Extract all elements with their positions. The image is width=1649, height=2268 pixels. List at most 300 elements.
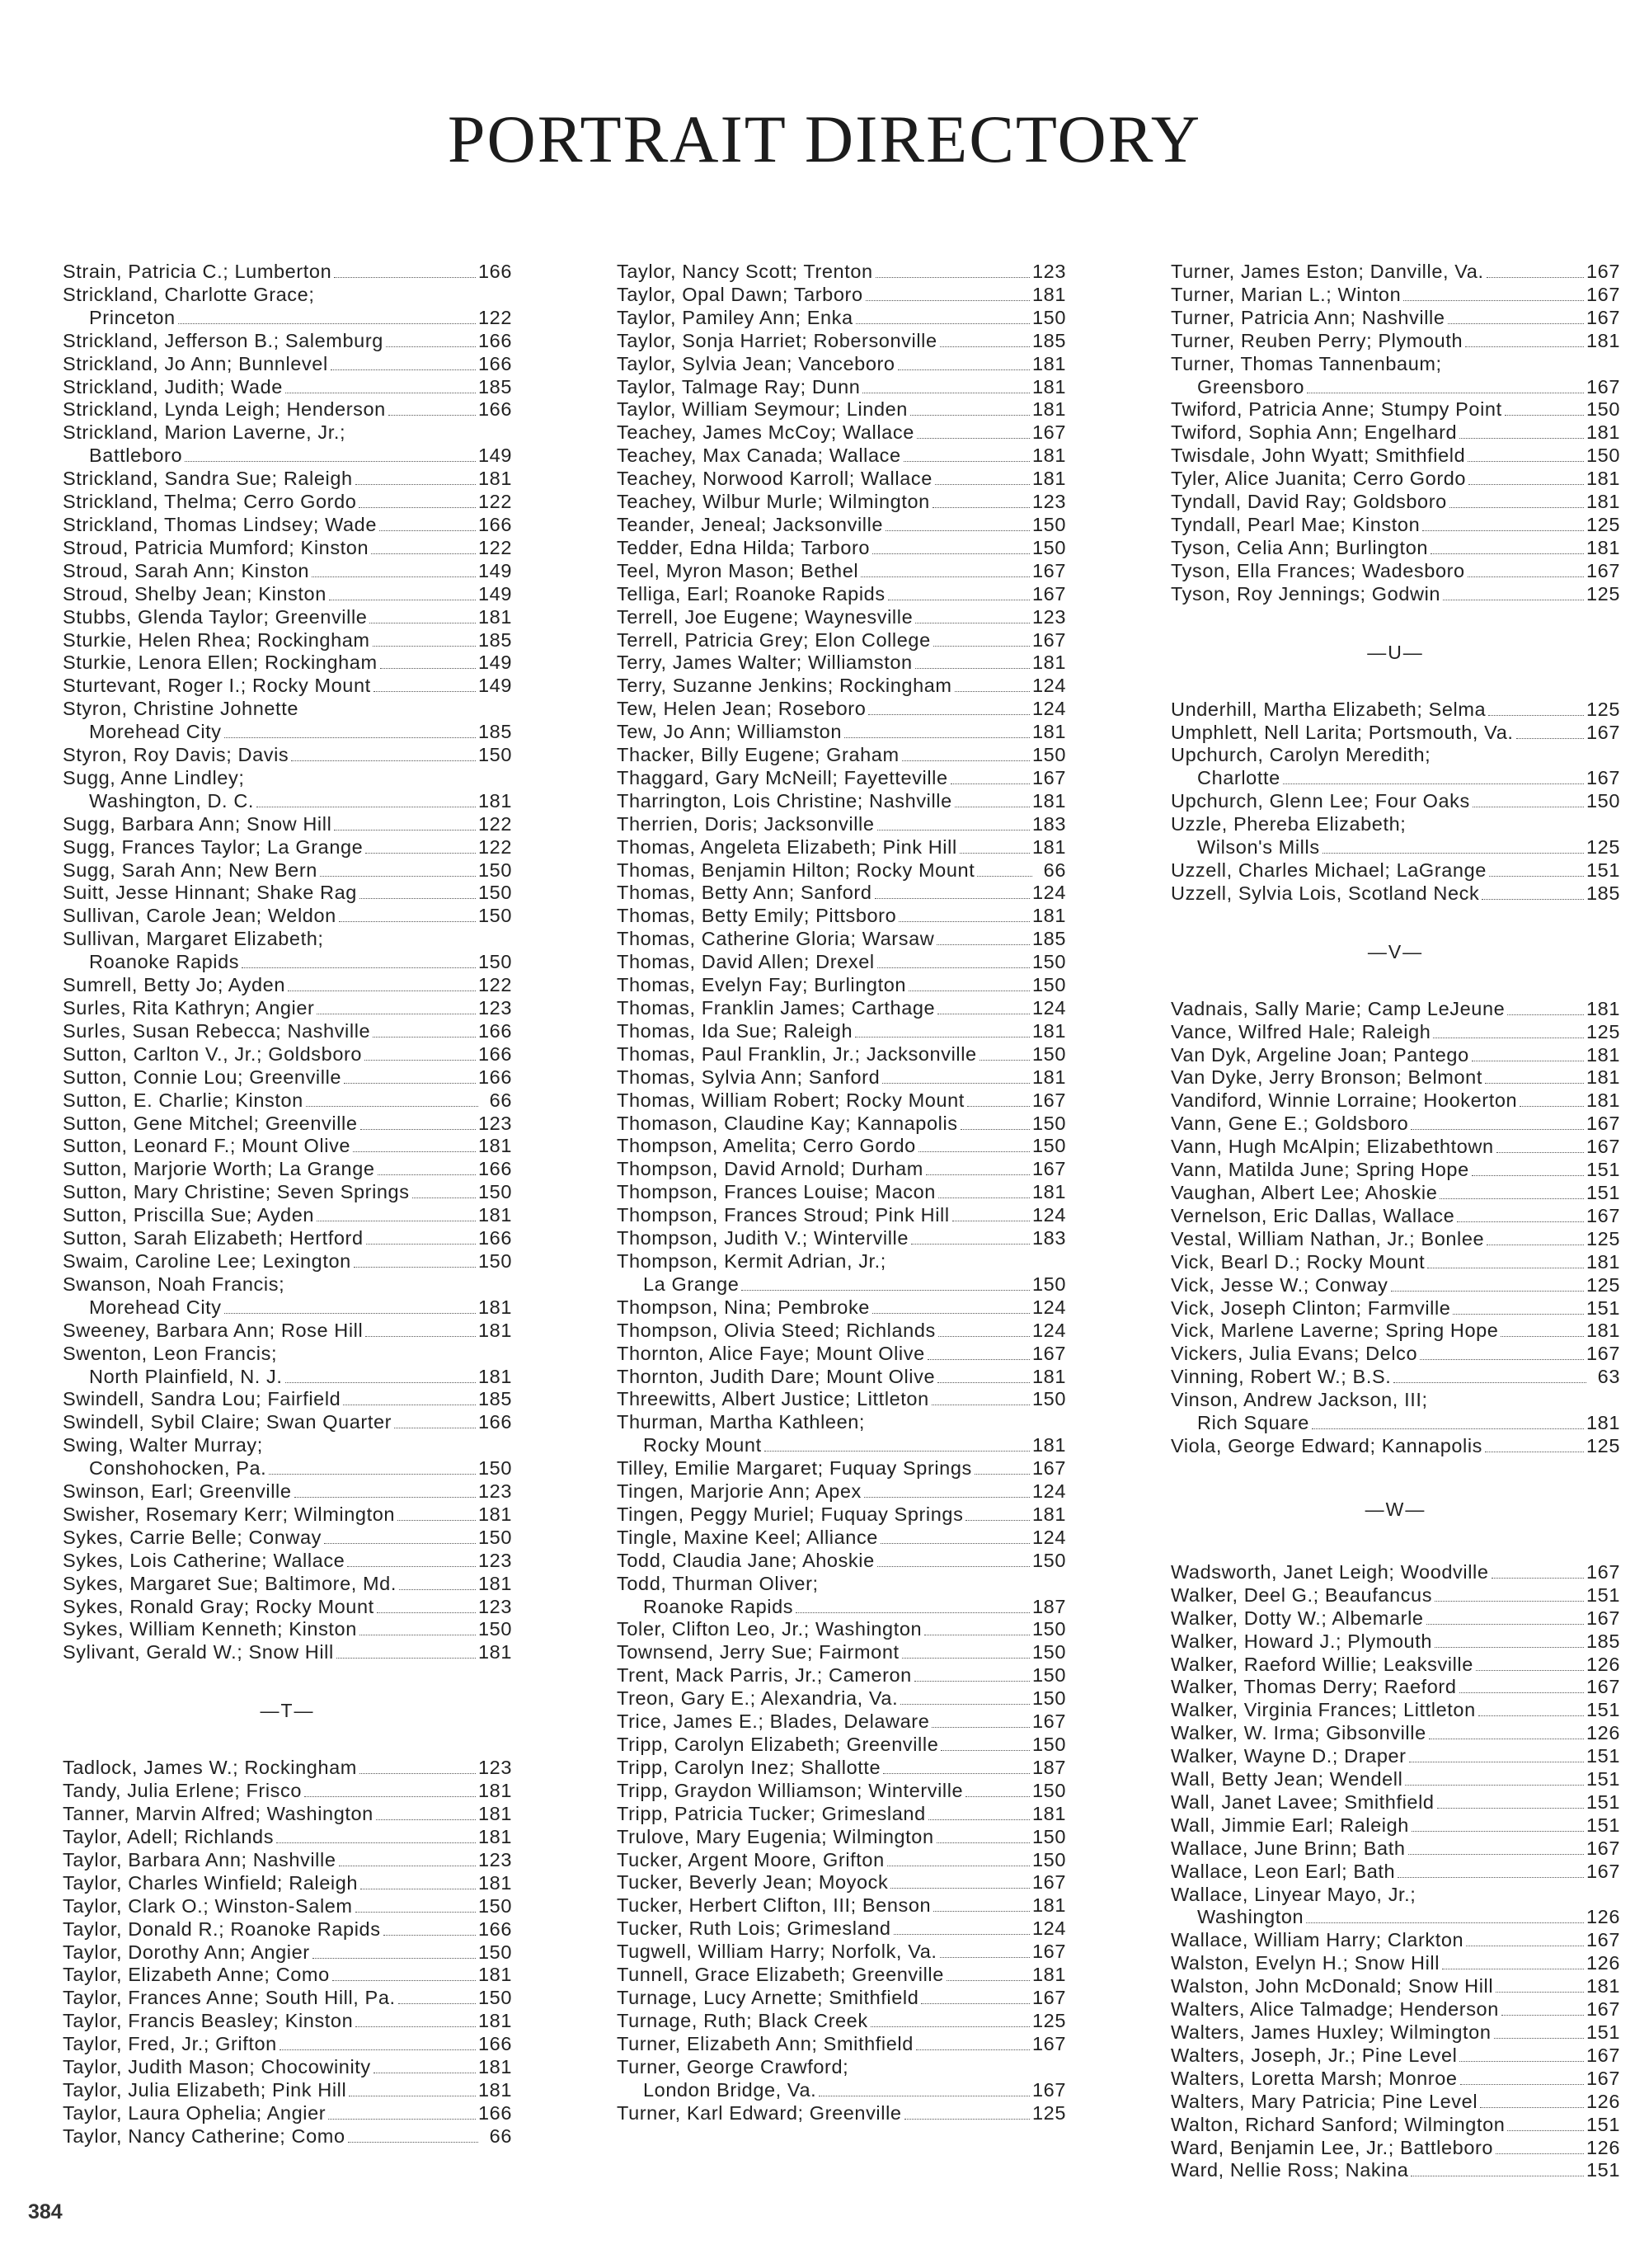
directory-entry (1171, 1722, 1620, 1745)
entry-page-number: 181 (1586, 491, 1620, 513)
entry-name: Tunnell, Grace Elizabeth; Greenville (617, 1964, 944, 1986)
directory-entry (1171, 722, 1620, 745)
entry-page-number: 167 (1586, 375, 1620, 398)
entry-name-continued: London Bridge, Va. (643, 2078, 817, 2101)
entry-name: Van Dyk, Argeline Joan; Pantego (1171, 1043, 1469, 1066)
entry-name: Walton, Richard Sanford; Wilmington (1171, 2113, 1506, 2135)
directory-entry (63, 859, 512, 882)
entry-name-continued: Conshohocken, Pa. (89, 1457, 267, 1480)
dot-leader (1393, 1382, 1586, 1383)
entry-page-number: 150 (1031, 1687, 1066, 1710)
entry-page-number: 151 (1586, 1745, 1620, 1767)
entry-page-number: 185 (477, 1388, 512, 1410)
entry-name: Wall, Janet Lavee; Smithfield (1171, 1790, 1435, 1813)
entry-page-number: 181 (477, 605, 512, 628)
entry-name: Taylor, Nancy Catherine; Como (63, 2124, 345, 2147)
entry-page-number: 181 (477, 1296, 512, 1318)
entry-name: Toler, Clifton Leo, Jr.; Washington (617, 1618, 923, 1640)
entry-page-number: 150 (1031, 974, 1066, 996)
entry-page-number: 167 (1031, 2078, 1066, 2101)
dot-leader (877, 830, 1030, 831)
entry-name: Tadlock, James W.; Rockingham (63, 1757, 357, 1779)
dot-leader (1398, 1877, 1584, 1878)
dot-leader (965, 1796, 1030, 1797)
dot-leader (941, 1750, 1030, 1751)
entry-name: Swindell, Sandra Lou; Fairfield (63, 1388, 341, 1410)
dot-leader (376, 1819, 476, 1820)
directory-entry (617, 376, 1066, 399)
entry-name: Vernelson, Eric Dallas, Wallace (1171, 1204, 1455, 1226)
dot-leader (269, 1474, 476, 1475)
entry-name: Thomas, Paul Franklin, Jr.; Jacksonville (617, 1042, 977, 1065)
directory-entry (63, 1343, 512, 1389)
directory-entry (63, 2102, 512, 2125)
entry-page-number: 151 (1586, 1296, 1620, 1319)
dot-leader (224, 737, 476, 738)
entry-name: Swanson, Noah Francis; (63, 1273, 285, 1295)
directory-entry (617, 583, 1066, 606)
entry-page-number: 185 (1031, 928, 1066, 950)
entry-page-number: 123 (477, 1112, 512, 1134)
entry-page-number: 150 (1031, 1848, 1066, 1870)
entry-name: Thomas, Betty Emily; Pittsboro (617, 905, 897, 927)
entry-page-number: 123 (477, 1757, 512, 1779)
directory-entry (1171, 583, 1620, 606)
entry-page-number: 185 (1586, 1630, 1620, 1652)
entry-name: Taylor, Clark O.; Winston-Salem (63, 1894, 353, 1917)
entry-name: Sykes, Lois Catherine; Wallace (63, 1549, 345, 1571)
entry-page-number: 123 (1031, 491, 1066, 513)
entry-page-number: 123 (1031, 261, 1066, 282)
entry-page-number: 167 (1586, 1676, 1620, 1698)
directory-entry (617, 1664, 1066, 1687)
directory-entry (617, 2102, 1066, 2125)
entry-name: Vann, Matilda June; Spring Hope (1171, 1159, 1469, 1181)
dot-leader (365, 1336, 476, 1337)
directory-entry (617, 1757, 1066, 1780)
dot-leader (1459, 438, 1584, 439)
dot-leader (380, 668, 476, 669)
dot-leader (306, 1106, 478, 1107)
entry-page-number: 149 (477, 445, 512, 467)
directory-entry (63, 2056, 512, 2079)
directory-entry (63, 974, 512, 997)
directory-entry (617, 468, 1066, 491)
entry-page-number: 124 (1031, 675, 1066, 697)
entry-name: Twiford, Patricia Anne; Stumpy Point (1171, 398, 1502, 421)
entry-page-number: 181 (1031, 1181, 1066, 1203)
entry-page-number: 181 (477, 2010, 512, 2032)
entry-name: Uzzell, Sylvia Lois, Scotland Neck (1171, 882, 1480, 904)
entry-name: Taylor, Sylvia Jean; Vanceboro (617, 352, 895, 374)
page-title: PORTRAIT DIRECTORY (447, 101, 1202, 176)
directory-entry (617, 1066, 1066, 1089)
entry-name: Sutton, Mary Christine; Seven Springs (63, 1181, 410, 1203)
entry-name: Walters, Loretta Marsh; Monroe (1171, 2067, 1458, 2089)
entry-name: Thornton, Judith Dare; Mount Olive (617, 1365, 936, 1387)
entry-name: Taylor, Dorothy Ann; Angier (63, 1941, 310, 1963)
entry-page-number: 181 (1586, 1066, 1620, 1089)
entry-page-number: 124 (1031, 1526, 1066, 1548)
entry-page-number: 122 (477, 306, 512, 328)
entry-page-number: 181 (1586, 1043, 1620, 1066)
directory-entry (1171, 421, 1620, 445)
dot-leader (1405, 1785, 1584, 1786)
directory-entry (617, 1343, 1066, 1366)
directory-entry (617, 1618, 1066, 1641)
entry-page-number: 167 (1031, 1457, 1066, 1480)
entry-page-number: 150 (477, 1181, 512, 1203)
entry-page-number: 166 (477, 513, 512, 535)
dot-leader (178, 323, 476, 324)
entry-name: Walters, Mary Patricia; Pine Level (1171, 2090, 1478, 2112)
dot-leader (1435, 1601, 1584, 1602)
entry-name: Swenton, Leon Francis; (63, 1342, 278, 1364)
entry-page-number: 151 (1586, 2159, 1620, 2181)
directory-entry (1171, 1952, 1620, 1975)
entry-page-number: 181 (477, 1871, 512, 1894)
entry-name: Umphlett, Nell Larita; Portsmouth, Va. (1171, 721, 1514, 743)
entry-name: Wallace, Linyear Mayo, Jr.; (1171, 1883, 1416, 1905)
directory-entry (63, 905, 512, 928)
directory-entry (617, 698, 1066, 721)
directory-entry (63, 1135, 512, 1158)
entry-name: Strickland, Lynda Leigh; Henderson (63, 398, 386, 421)
entry-name: Thomas, Catherine Gloria; Warsaw (617, 928, 935, 950)
directory-entry (63, 398, 512, 421)
entry-name: Uzzell, Charles Michael; LaGrange (1171, 859, 1487, 881)
dot-leader (224, 1313, 476, 1314)
dot-leader (1312, 1428, 1584, 1429)
entry-page-number: 167 (1031, 1089, 1066, 1111)
directory-entry (617, 928, 1066, 951)
entry-page-number: 126 (1586, 1722, 1620, 1744)
dot-leader (882, 1083, 1030, 1084)
directory-entry (1171, 2137, 1620, 2160)
directory-entry (617, 1204, 1066, 1227)
dot-leader (1420, 1359, 1584, 1360)
directory-entry (1171, 2044, 1620, 2068)
directory-entry (63, 1411, 512, 1434)
dot-leader (861, 576, 1030, 577)
entry-page-number: 167 (1031, 421, 1066, 444)
directory-entry (1171, 1044, 1620, 1067)
entry-name: Walker, Dotty W.; Albemarle (1171, 1607, 1424, 1629)
dot-leader (900, 1704, 1030, 1705)
dot-leader (373, 1037, 476, 1038)
dot-leader (1516, 738, 1584, 739)
directory-entry (63, 421, 512, 468)
entry-name: Sweeney, Barbara Ann; Rose Hill (63, 1319, 364, 1341)
entry-name: Sykes, Ronald Gray; Rocky Mount (63, 1595, 374, 1617)
directory-entry (63, 1849, 512, 1872)
directory-entry (1171, 1607, 1620, 1630)
directory-entry (1171, 353, 1620, 399)
directory-entry (63, 468, 512, 491)
entry-name: Swaim, Caroline Lee; Lexington (63, 1249, 351, 1272)
entry-page-number: 150 (1031, 513, 1066, 535)
directory-entry (617, 1941, 1066, 1964)
entry-name: Tripp, Carolyn Elizabeth; Greenville (617, 1734, 939, 1755)
directory-entry (617, 652, 1066, 675)
dot-leader (359, 507, 476, 508)
directory-entry (63, 1227, 512, 1250)
dot-leader (883, 1773, 1030, 1774)
entry-name: Sutton, Carlton V., Jr.; Goldsboro (63, 1042, 363, 1065)
dot-leader (1412, 1831, 1584, 1832)
directory-entry (63, 1757, 512, 1780)
entry-page-number: 126 (1586, 1906, 1620, 1928)
entry-page-number: 166 (477, 1019, 512, 1042)
directory-entry (617, 537, 1066, 560)
entry-name-continued: North Plainfield, N. J. (89, 1365, 283, 1387)
dot-leader (1476, 1670, 1584, 1671)
entry-page-number: 166 (477, 1158, 512, 1180)
entry-page-number: 123 (477, 1595, 512, 1617)
dot-leader (334, 830, 476, 831)
directory-entry (617, 1366, 1066, 1389)
entry-name: Strickland, Judith; Wade (63, 375, 283, 398)
directory-entry (617, 1503, 1066, 1527)
dot-leader (1478, 1715, 1584, 1716)
entry-name: Tyndall, Pearl Mae; Kinston (1171, 513, 1421, 535)
directory-entry (1171, 1676, 1620, 1699)
dot-leader (359, 898, 476, 899)
entry-name: Threewitts, Albert Justice; Littleton (617, 1388, 929, 1410)
directory-entry (1171, 813, 1620, 859)
entry-page-number: 185 (477, 628, 512, 651)
entry-name: Ward, Nellie Ross; Nakina (1171, 2159, 1409, 2181)
dot-leader (904, 2119, 1030, 2120)
directory-entry (1171, 1837, 1620, 1861)
entry-name: Taylor, Opal Dawn; Tarboro (617, 283, 863, 305)
entry-page-number: 181 (1031, 1365, 1066, 1387)
entry-page-number: 151 (1586, 1790, 1620, 1813)
dot-leader (304, 1796, 476, 1797)
directory-entry (63, 1089, 512, 1113)
entry-page-number: 181 (1586, 468, 1620, 490)
dot-leader (1435, 1647, 1584, 1648)
entry-name-continued: Princeton (89, 306, 176, 328)
entry-name: Sumrell, Betty Jo; Ayden (63, 974, 285, 996)
directory-entry (63, 353, 512, 376)
entry-page-number: 185 (1586, 882, 1620, 904)
directory-entry (63, 1987, 512, 2010)
directory-entry (617, 1550, 1066, 1573)
entry-name: Wadsworth, Janet Leigh; Woodville (1171, 1560, 1489, 1583)
dot-leader (1448, 323, 1584, 324)
entry-page-number: 125 (1586, 1227, 1620, 1249)
entry-page-number: 123 (477, 1848, 512, 1870)
entry-name: Terry, James Walter; Williamston (617, 652, 913, 674)
entry-name: Stroud, Patricia Mumford; Kinston (63, 536, 369, 558)
directory-entry (1171, 1654, 1620, 1677)
entry-name: Tew, Helen Jean; Roseboro (617, 698, 867, 720)
entry-page-number: 150 (1586, 398, 1620, 421)
entry-name: Turner, Reuben Perry; Plymouth (1171, 329, 1463, 351)
dot-leader (388, 415, 476, 416)
entry-name: Underhill, Martha Elizabeth; Selma (1171, 698, 1487, 720)
entry-name: Sugg, Barbara Ann; Snow Hill (63, 812, 332, 835)
directory-entry (63, 1043, 512, 1066)
dot-leader (1431, 553, 1584, 554)
dot-leader (898, 369, 1030, 370)
directory-entry (1171, 1884, 1620, 1930)
entry-name: Sugg, Sarah Ann; New Bern (63, 859, 317, 881)
directory-entry (617, 974, 1066, 997)
dot-leader (764, 1451, 1030, 1452)
directory-entry (1171, 2091, 1620, 2114)
directory-entry (617, 261, 1066, 284)
entry-name: Tyler, Alice Juanita; Cerro Gordo (1171, 468, 1467, 490)
entry-name: Sylivant, Gerald W.; Snow Hill (63, 1641, 334, 1663)
directory-entry (63, 1250, 512, 1273)
entry-page-number: 181 (1031, 835, 1066, 858)
dot-leader (1283, 783, 1584, 784)
directory-entry (1171, 1745, 1620, 1768)
entry-page-number: 150 (1031, 1549, 1066, 1571)
dot-leader (917, 438, 1030, 439)
entry-page-number: 149 (477, 559, 512, 581)
entry-page-number: 150 (477, 1987, 512, 2009)
entry-name: Tripp, Patricia Tucker; Grimesland (617, 1802, 926, 1824)
directory-entry (63, 1918, 512, 1941)
entry-page-number: 150 (477, 859, 512, 881)
entry-name: Vann, Hugh McAlpin; Elizabethtown (1171, 1136, 1494, 1158)
entry-name: Strickland, Jo Ann; Bunnlevel (63, 352, 328, 374)
entry-name: Wallace, Leon Earl; Bath (1171, 1860, 1396, 1882)
entry-name: Sturkie, Helen Rhea; Rockingham (63, 628, 370, 651)
entry-name: Vick, Bearl D.; Rocky Mount (1171, 1250, 1426, 1273)
entry-name: Terry, Suzanne Jenkins; Rockingham (617, 675, 952, 697)
dot-leader (371, 553, 476, 554)
directory-entry (63, 1895, 512, 1918)
entry-page-number: 122 (477, 835, 512, 858)
entry-page-number: 167 (1031, 559, 1066, 581)
entry-page-number: 126 (1586, 1653, 1620, 1675)
dot-leader (365, 853, 476, 854)
entry-name: Surles, Rita Kathryn; Angier (63, 997, 315, 1019)
entry-name: Tyson, Roy Jennings; Godwin (1171, 582, 1441, 605)
entry-name: Therrien, Doris; Jacksonville (617, 812, 875, 835)
dot-leader (872, 1313, 1030, 1314)
entry-name: Taylor, Charles Winfield; Raleigh (63, 1871, 359, 1894)
directory-entry (617, 514, 1066, 537)
directory-entry (617, 1987, 1066, 2010)
dot-leader (1459, 2061, 1584, 2062)
directory-entry (617, 1113, 1066, 1136)
dot-leader (910, 415, 1030, 416)
dot-leader (911, 1244, 1030, 1245)
dot-leader (955, 691, 1030, 692)
entry-name: Taylor, Barbara Ann; Nashville (63, 1848, 336, 1870)
directory-entry (1171, 1435, 1620, 1458)
entry-name: Vadnais, Sally Marie; Camp LeJeune (1171, 997, 1506, 1019)
directory-entry (63, 1066, 512, 1089)
directory-entry (63, 2010, 512, 2033)
directory-entry (63, 1113, 512, 1136)
dot-leader (1322, 853, 1584, 854)
entry-name: Thurman, Martha Kathleen; (617, 1411, 866, 1433)
entry-name: Twiford, Sophia Ann; Engelhard (1171, 421, 1458, 444)
dot-leader (324, 1543, 476, 1544)
entry-page-number: 181 (1031, 398, 1066, 421)
dot-leader (336, 1658, 476, 1659)
directory-entry (617, 767, 1066, 790)
entry-page-number: 166 (477, 352, 512, 374)
entry-page-number: 181 (1586, 536, 1620, 558)
entry-page-number: 181 (477, 1572, 512, 1594)
directory-entry (617, 905, 1066, 928)
entry-page-number: 166 (477, 1917, 512, 1940)
entry-name-continued: Charlotte (1197, 767, 1280, 789)
entry-name: Tew, Jo Ann; Williamston (617, 721, 843, 743)
entry-name: Vestal, William Nathan, Jr.; Bonlee (1171, 1227, 1485, 1249)
directory-entry (617, 2033, 1066, 2056)
directory-entry (617, 1411, 1066, 1457)
entry-page-number: 181 (1031, 1434, 1066, 1456)
directory-entry (1171, 1630, 1620, 1654)
entry-name: Thornton, Alice Faye; Mount Olive (617, 1342, 925, 1364)
entry-name: Sutton, Marjorie Worth; La Grange (63, 1158, 375, 1180)
entry-name: Sutton, Gene Mitchel; Greenville (63, 1112, 358, 1134)
dot-leader (386, 346, 476, 347)
directory-entry (1171, 2068, 1620, 2091)
dot-leader (1507, 1014, 1584, 1015)
dot-leader (1485, 1083, 1584, 1084)
entry-page-number: 166 (477, 1227, 512, 1249)
dot-leader (353, 1151, 476, 1152)
entry-name: Sykes, Margaret Sue; Baltimore, Md. (63, 1572, 397, 1594)
entry-page-number: 167 (1031, 582, 1066, 605)
entry-page-number: 166 (477, 1042, 512, 1065)
entry-name: Strickland, Sandra Sue; Raleigh (63, 468, 353, 490)
entry-name: Swisher, Rosemary Kerr; Wilmington (63, 1503, 396, 1525)
entry-name-continued: Rich Square (1197, 1412, 1309, 1434)
directory-entry (617, 1181, 1066, 1204)
entry-page-number: 150 (1031, 951, 1066, 973)
entry-page-number: 181 (1586, 1250, 1620, 1273)
entry-name: Twisdale, John Wyatt; Smithfield (1171, 445, 1466, 467)
directory-entry (63, 1527, 512, 1550)
entry-page-number: 181 (477, 468, 512, 490)
entry-page-number: 123 (477, 997, 512, 1019)
directory-entry (617, 859, 1066, 882)
dot-leader (359, 1773, 476, 1774)
dot-leader (1403, 300, 1584, 301)
entry-page-number: 166 (477, 1066, 512, 1088)
entry-name: Walker, Virginia Frances; Littleton (1171, 1699, 1476, 1721)
entry-name: Wall, Jimmie Earl; Raleigh (1171, 1814, 1409, 1836)
dot-leader (1437, 1808, 1584, 1809)
directory-entry (1171, 514, 1620, 537)
entry-page-number: 151 (1586, 1699, 1620, 1721)
entry-name: Swing, Walter Murray; (63, 1434, 263, 1456)
dot-leader (890, 1888, 1030, 1889)
dot-leader (285, 1382, 476, 1383)
directory-entry (617, 1320, 1066, 1343)
directory-entry (1171, 1861, 1620, 1884)
entry-page-number: 181 (1031, 789, 1066, 812)
directory-entry (617, 307, 1066, 330)
directory-entry (617, 2010, 1066, 2033)
entry-page-number: 125 (1586, 513, 1620, 535)
directory-entry (617, 836, 1066, 859)
directory-entry (63, 376, 512, 399)
entry-page-number: 150 (1031, 1825, 1066, 1847)
entry-name: Teachey, James McCoy; Wallace (617, 421, 914, 444)
directory-entry (1171, 468, 1620, 491)
